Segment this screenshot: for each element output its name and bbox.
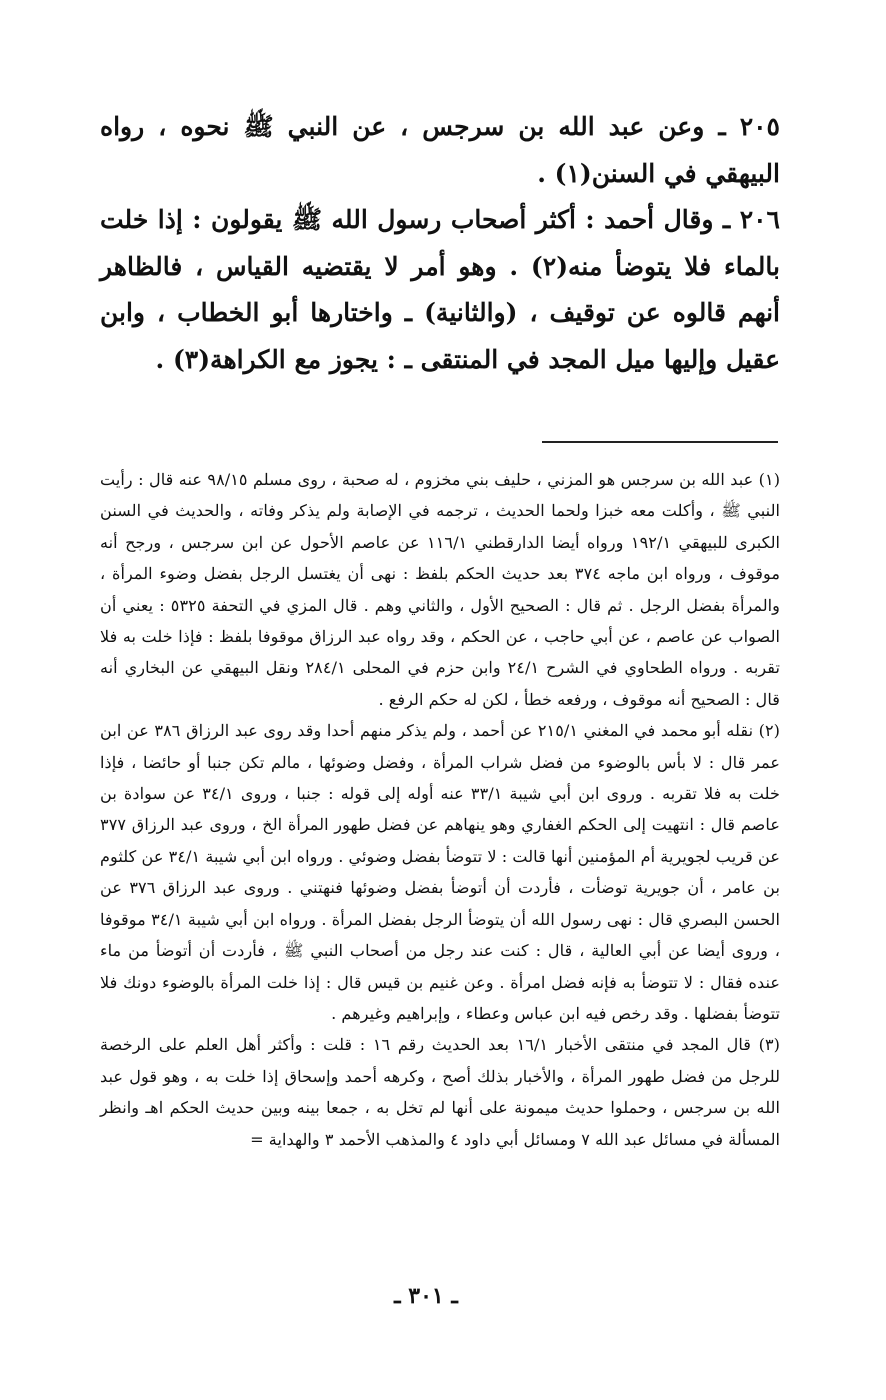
item-text: وعن عبد الله بن سرجس ، عن النبي ﷺ نحوه ، رواه البيهقي في السنن(١) .	[100, 112, 780, 188]
hadith-item-206	[100, 197, 780, 383]
footnote-3: (٣) قال المجد في منتقى الأخبار ١٦/١ بعد الحديث رقم ١٦ : قلت : وأكثر أهل العلم على الرخصة للرجل من فضل طهور المرأة ، والأخبار بذلك أصح ، وكرهه أحمد وإسحاق إذا خلت به ، وهو قول عبد الله بن سرجس ، وحملوا حديث ميمونة على أنها لم تخل به ، جمعا بينه وبين حديث الحكم اهـ وانظر المسألة في مسائل عبد الله ٧ ومسائل أبي داود ٤ والمذهب الأحمد ٣ والهداية =	[100, 1035, 780, 1149]
item-text: وقال أحمد : أكثر أصحاب رسول الله ﷺ يقولون : إذا خلت بالماء فلا يتوضأ منه(٢) . وهو أمر لا يقتضيه القياس ، فالظاهر أنهم قالوه عن توقيف ، (والثانية) ـ واختارها أبو الخطاب ، وابن عقيل وإليها ميل المجد في المنتقى ـ : يجوز مع الكراهة(٣) .	[100, 205, 780, 374]
footnote-2: (٢) نقله أبو محمد في المغني ٢١٥/١ عن أحمد ، ولم يذكر منهم أحدا وقد روى عبد الرزاق ٣٨٦ عن ابن عمر قال : لا بأس بالوضوء من فضل شراب المرأة ، وفضل وضوئها ، مالم تكن جنبا أو حائضا ، فإذا خلت به فلا تقربه . وروى ابن أبي شيبة ٣٣/١ عنه أوله إلى قوله : جنبا ، وروى ٣٤/١ عن سوادة بن عاصم قال : انتهيت إلى الحكم الغفاري وهو ينهاهم عن فضل طهور المرأة الخ ، وروى عبد الرزاق ٣٧٧ عن قريب لجويرية أم المؤمنين أنها قالت : لا تتوضأ بفضل وضوئي . ورواه ابن أبي شيبة ٣٤/١ عن كلثوم بن عامر ، أن جويرية توضأت ، فأردت أن أتوضأ بفضل وضوئها فنهتني . وروى عبد الرزاق ٣٧٦ عن الحسن البصري قال : نهى رسول الله أن يتوضأ الرجل بفضل المرأة . ورواه ابن أبي شيبة ٣٤/١ موقوفا ، وروى أيضا عن أبي العالية ، قال : كنت عند رجل من أصحاب النبي ﷺ ، فأردت أن أتوضأ من ماء عنده فقال : لا تتوضأ به فإنه فضل امرأة . وعن غنيم بن قيس قال : إذا خلت المرأة بالوضوء دونك فلا تتوضأ بفضلها . وقد رخص فيه ابن عباس وعطاء ، وإبراهيم وغيرهم .	[100, 721, 781, 1023]
item-number: ٢٠٦ ـ	[722, 205, 780, 234]
footnote-divider	[542, 441, 778, 443]
main-text	[100, 104, 780, 383]
item-number: ٢٠٥ ـ	[718, 112, 780, 141]
hadith-item-205	[100, 104, 780, 197]
footnotes	[100, 464, 780, 1155]
page-number: ـ ٣٠١ ـ	[394, 1283, 458, 1309]
footnote-1: (١) عبد الله بن سرجس هو المزني ، حليف بني مخزوم ، له صحبة ، روى مسلم ٩٨/١٥ عنه قال : رأيت النبي ﷺ ، وأكلت معه خبزا ولحما الحديث ، ترجمه في الإصابة ولم يذكر وفاته ، والحديث في السنن الكبرى للبيهقي ١٩٢/١ ورواه أيضا الدارقطني ١١٦/١ عن عاصم الأحول عن ابن سرجس ، ورجح أنه موقوف ، ورواه ابن ماجه ٣٧٤ بعد حديث الحكم بلفظ : نهى أن يغتسل الرجل بفضل وضوء المرأة ، والمرأة بفضل الرجل . ثم قال : الصحيح الأول ، والثاني وهم . قال المزي في التحفة ٥٣٢٥ : يعني أن الصواب عن عاصم ، عن أبي حاجب ، عن الحكم ، وقد رواه عبد الرزاق موقوفا بلفظ : فإذا خلت به فلا تقربه . ورواه الطحاوي في الشرح ٢٤/١ وابن حزم في المحلى ٢٨٤/١ ونقل البيهقي عن البخاري أنه قال : الصحيح أنه موقوف ، ورفعه خطأ ، لكن له حكم الرفع .	[100, 470, 781, 709]
